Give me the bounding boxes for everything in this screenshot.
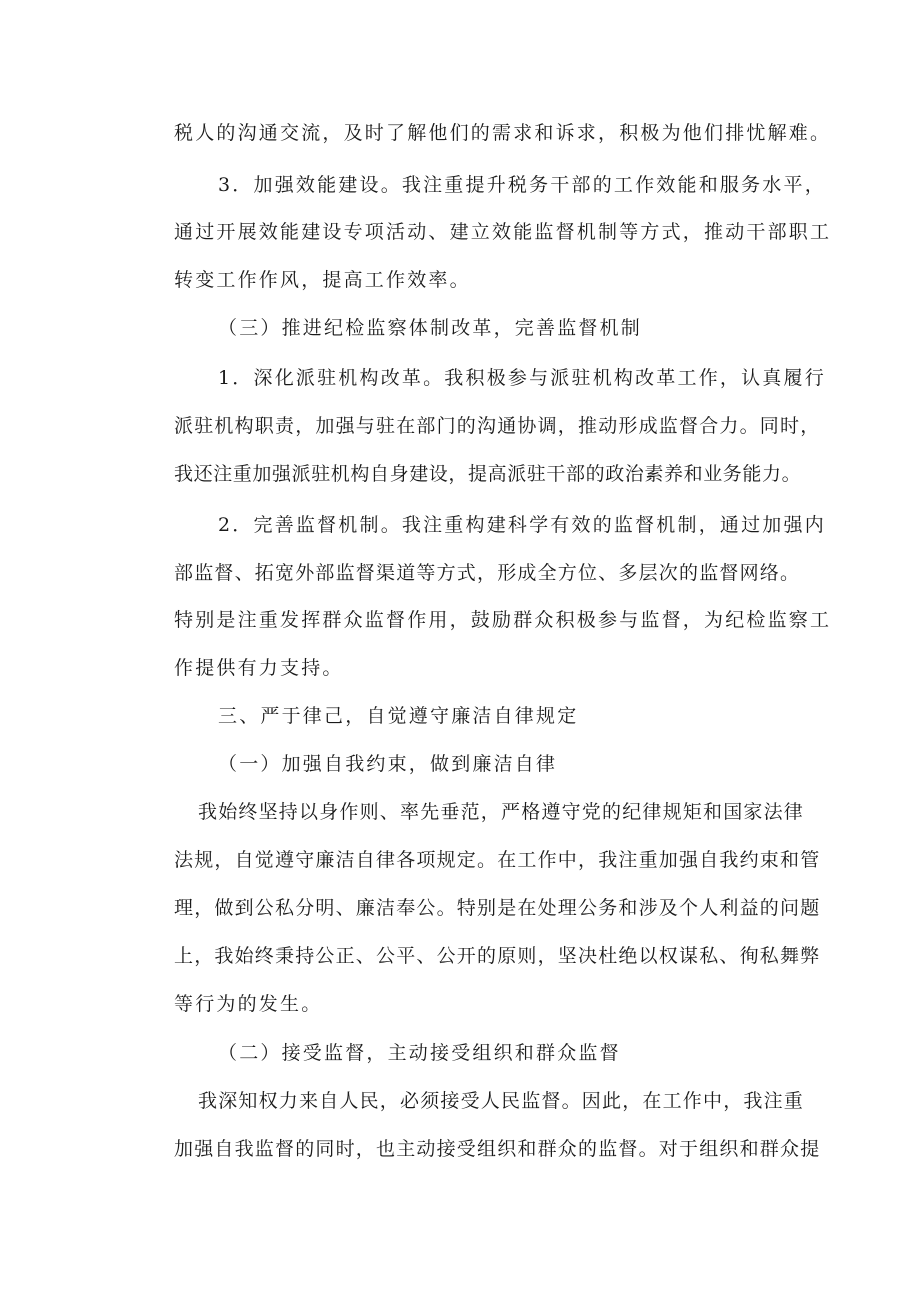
- body-line: 等行为的发生。: [174, 993, 323, 1015]
- body-line: 特别是注重发挥群众监督作用，鼓励群众积极参与监督，为纪检监察工: [174, 609, 832, 631]
- body-line: 理，做到公私分明、廉洁奉公。特别是在处理公务和涉及个人利益的问题: [174, 897, 821, 919]
- body-line: 加强自我监督的同时，也主动接受组织和群众的监督。对于组织和群众提: [174, 1138, 821, 1160]
- body-line: 转变工作作风，提高工作效率。: [174, 269, 471, 291]
- body-line: 通过开展效能建设专项活动、建立效能监督机制等方式，推动干部职工: [174, 221, 832, 243]
- body-line: 1．深化派驻机构改革。我积极参与派驻机构改革工作，认真履行: [218, 367, 826, 389]
- body-line: 部监督、拓宽外部监督渠道等方式，形成全方位、多层次的监督网络。: [174, 562, 801, 584]
- section-heading: （二）接受监督，主动接受组织和群众监督: [218, 1042, 621, 1064]
- body-line: 我还注重加强派驻机构自身建设，提高派驻干部的政治素养和业务能力。: [174, 463, 802, 485]
- section-heading: （三）推进纪检监察体制改革，完善监督机制: [218, 317, 643, 339]
- body-line: 法规，自觉遵守廉洁自律各项规定。在工作中，我注重加强自我约束和管: [174, 849, 821, 871]
- body-line: 3．加强效能建设。我注重提升税务干部的工作效能和服务水平，: [218, 174, 826, 196]
- body-line: 税人的沟通交流，及时了解他们的需求和诉求，积极为他们排忧解难。: [174, 122, 832, 144]
- body-line: 上，我始终秉持公正、公平、公开的原则，坚决杜绝以权谋私、徇私舞弊: [174, 945, 821, 967]
- body-line: 我始终坚持以身作则、率先垂范，严格遵守党的纪律规矩和国家法律: [198, 801, 805, 823]
- body-line: 派驻机构职责，加强与驻在部门的沟通协调，推动形成监督合力。同时，: [174, 415, 821, 437]
- chapter-heading: 三、严于律己，自觉遵守廉洁自律规定: [218, 705, 579, 727]
- body-line: 作提供有力支持。: [174, 657, 344, 679]
- body-line: 2．完善监督机制。我注重构建科学有效的监督机制，通过加强内: [218, 514, 826, 536]
- body-line: 我深知权力来自人民，必须接受人民监督。因此，在工作中，我注重: [198, 1090, 805, 1112]
- section-heading: （一）加强自我约束，做到廉洁自律: [218, 753, 558, 775]
